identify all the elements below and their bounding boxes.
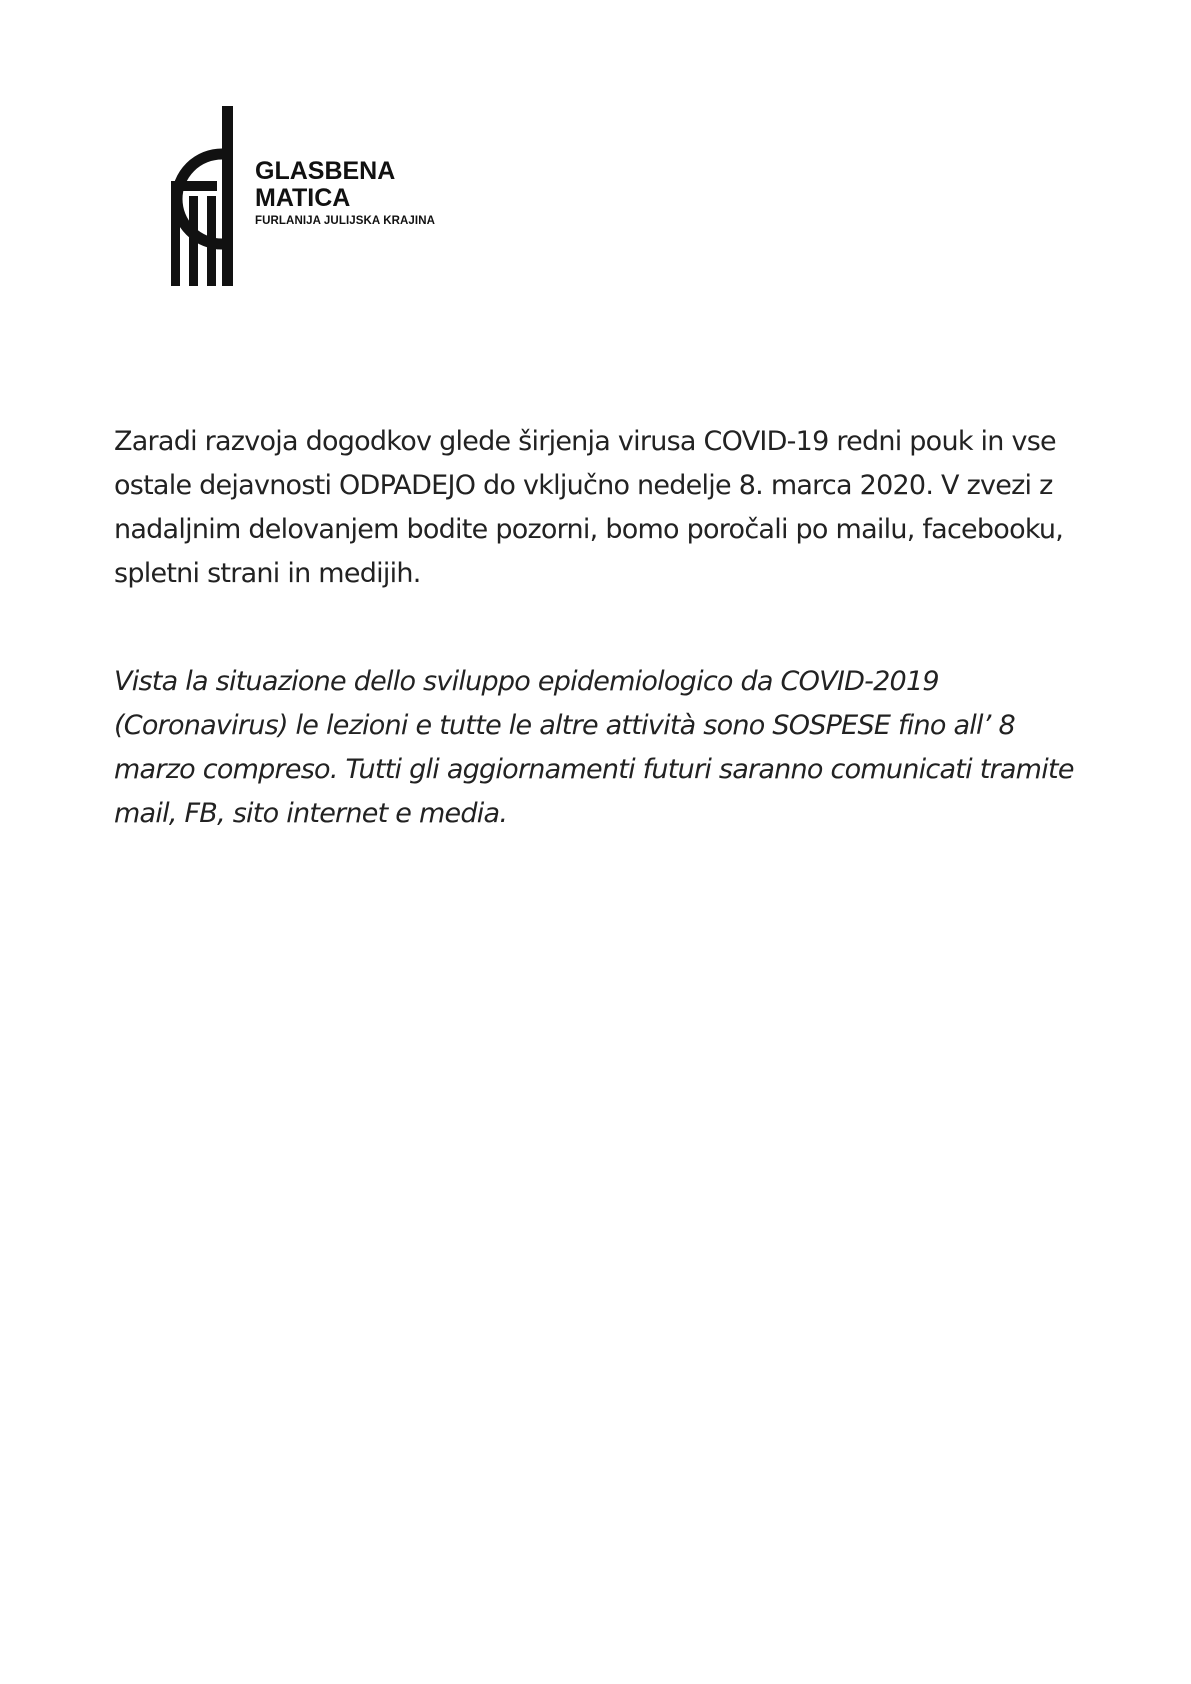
logo-title-line2: MATICA <box>255 184 351 212</box>
logo-subtitle: FURLANIJA JULIJSKA KRAJINA <box>255 215 436 227</box>
notice-slovenian: Zaradi razvoja dogodkov glede širjenja virusa COVID-19 redni pouk in vse ostale dejavnosti ODPADEJO do vključno nedelje 8. marca 2020. V zvezi z nadaljnim delovanjem bodite pozorni, bomo poročali po mailu, facebooku, spletni strani in medijih. <box>114 426 1064 589</box>
notice-italian: Vista la situazione dello sviluppo epidemiologico da COVID-2019 (Coronavirus) le lezioni e tutte le altre attività sono SOSPESE fino all’ 8 marzo compreso. Tutti gli aggiornamenti futuri saranno comunicati tramite mail, FB, sito internet e media. <box>114 666 1074 829</box>
logo-wordmark <box>255 158 515 230</box>
logo-title-line1: GLASBENA <box>255 157 396 185</box>
gm-logo-mark-icon <box>128 106 238 286</box>
glasbena-matica-logo <box>128 106 508 286</box>
